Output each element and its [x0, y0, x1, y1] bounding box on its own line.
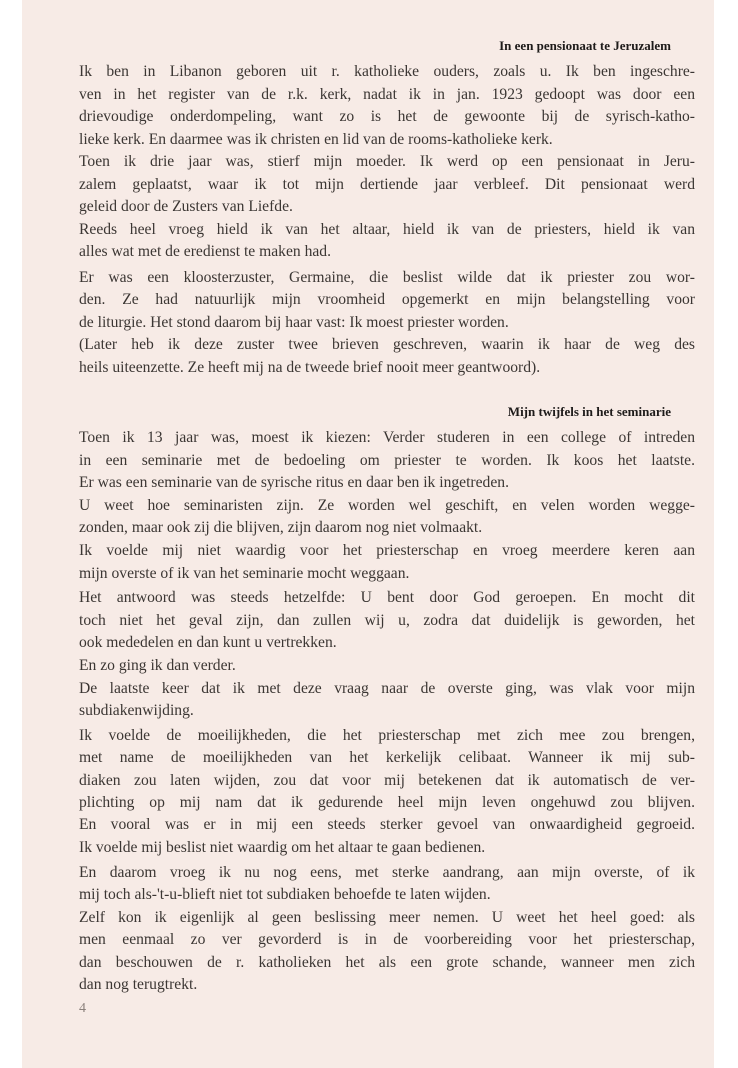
text-line: Ik voelde de moeilijkheden, die het priesterschap met zich mee zou brengen,: [79, 727, 695, 744]
text-line: De laatste keer dat ik met deze vraag naar de overste ging, was vlak voor mijn: [79, 680, 695, 697]
text-line: diaken zou laten wijden, zou dat voor mij betekenen dat ik automatisch de ver-: [79, 772, 695, 789]
text-line: lieke kerk. En daarmee was ik christen en lid van de rooms-katholieke kerk.: [79, 131, 553, 148]
text-line: Reeds heel vroeg hield ik van het altaar, hield ik van de priesters, hield ik van: [79, 221, 695, 238]
text-line: (Later heb ik deze zuster twee brieven geschreven, waarin ik haar de weg des: [79, 336, 695, 353]
text-line: drievoudige onderdompeling, want zo is het de gewoonte bij de syrisch-katho-: [79, 108, 695, 125]
text-line: mijn overste of ik van het seminarie mocht weggaan.: [79, 565, 410, 582]
text-line: U weet hoe seminaristen zijn. Ze worden wel geschift, en velen worden wegge-: [79, 497, 695, 514]
text-line: in een seminarie met de bedoeling om priester te worden. Ik koos het laatste.: [79, 452, 695, 469]
text-line: En zo ging ik dan verder.: [79, 657, 236, 674]
text-line: En vooral was er in mij een steeds sterker gevoel van onwaardigheid gegroeid.: [79, 816, 695, 833]
text-line: subdiakenwijding.: [79, 702, 194, 719]
page-number: 4: [79, 1001, 86, 1016]
section-heading-pensionaat: In een pensionaat te Jeruzalem: [499, 38, 671, 53]
text-line: ook mededelen en dan kunt u vertrekken.: [79, 634, 337, 651]
text-line: met name de moeilijkheden van het kerkelijk celibaat. Wanneer ik mij sub-: [79, 749, 695, 766]
text-line: den. Ze had natuurlijk mijn vroomheid opgemerkt en mijn belangstelling voor: [79, 291, 695, 308]
text-line: ven in het register van de r.k. kerk, nadat ik in jan. 1923 gedoopt was door een: [79, 86, 695, 103]
text-line: de liturgie. Het stond daarom bij haar vast: Ik moest priester worden.: [79, 314, 509, 331]
text-line: dan nog terugtrekt.: [79, 976, 198, 993]
text-line: plichting op mij nam dat ik gedurende heel mijn leven ongehuwd zou blijven.: [79, 794, 695, 811]
text-line: Toen ik 13 jaar was, moest ik kiezen: Verder studeren in een college of intreden: [79, 429, 695, 446]
text-line: men eenmaal zo ver gevorderd is in de voorbereiding voor het priesterschap,: [79, 931, 695, 948]
text-line: toch niet het geval zijn, dan zullen wij u, zodra dat duidelijk is geworden, het: [79, 612, 695, 629]
text-line: mij toch als-'t-u-blieft niet tot subdiaken behoefde te laten wijden.: [79, 886, 491, 903]
text-line: Ik voelde mij niet waardig voor het priesterschap en vroeg meerdere keren aan: [79, 542, 695, 559]
text-line: dan beschouwen de r. katholieken het als een grote schande, wanneer men zich: [79, 954, 695, 971]
text-line: geleid door de Zusters van Liefde.: [79, 198, 293, 215]
text-line: Zelf kon ik eigenlijk al geen beslissing meer nemen. U weet het heel goed: als: [79, 909, 695, 926]
text-line: zonden, maar ook zij die blijven, zijn daarom nog niet volmaakt.: [79, 519, 483, 536]
text-line: alles wat met de eredienst te maken had.: [79, 243, 331, 260]
text-line: En daarom vroeg ik nu nog eens, met sterke aandrang, aan mijn overste, of ik: [79, 864, 695, 881]
text-line: Toen ik drie jaar was, stierf mijn moeder. Ik werd op een pensionaat in Jeru-: [79, 153, 695, 170]
text-line: Ik voelde mij beslist niet waardig om het altaar te gaan bedienen.: [79, 839, 486, 856]
text-line: Er was een kloosterzuster, Germaine, die beslist wilde dat ik priester zou wor-: [79, 269, 695, 286]
section-heading-seminarie: Mijn twijfels in het seminarie: [507, 404, 671, 419]
text-line: zalem geplaatst, waar ik tot mijn dertiende jaar verbleef. Dit pensionaat werd: [79, 176, 695, 193]
text-line: Er was een seminarie van de syrische ritus en daar ben ik ingetreden.: [79, 474, 509, 491]
text-line: Het antwoord was steeds hetzelfde: U bent door God geroepen. En mocht dit: [79, 589, 695, 606]
text-line: heils uiteenzette. Ze heeft mij na de tweede brief nooit meer geantwoord).: [79, 359, 541, 376]
book-page: [22, 0, 714, 1068]
text-line: Ik ben in Libanon geboren uit r. katholieke ouders, zoals u. Ik ben ingeschre-: [79, 63, 695, 80]
